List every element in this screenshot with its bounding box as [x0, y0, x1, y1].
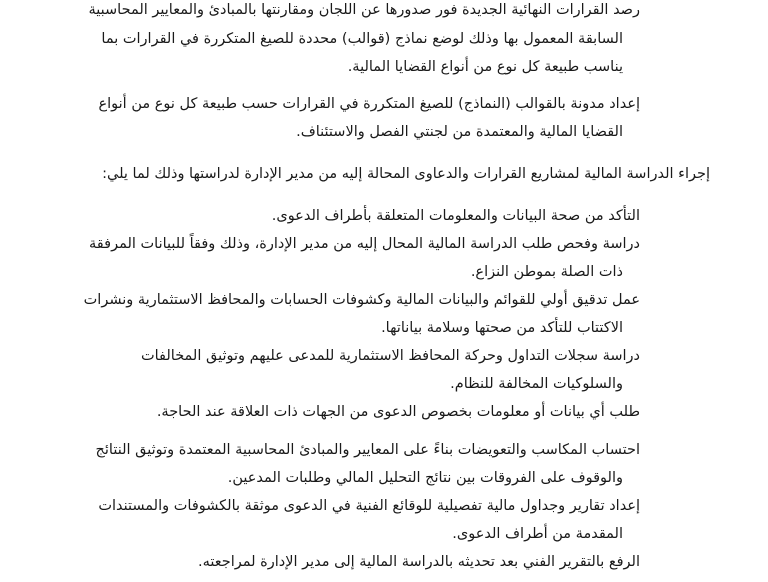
text-line: يناسب طبيعة كل نوع من أنواع القضايا المالية. — [347, 59, 623, 75]
list-item-continuation: ذات الصلة بموطن النزاع. — [470, 264, 623, 280]
text-line: إعداد مدونة بالقوالب (النماذج) للصيغ المتكررة في القرارات حسب طبيعة كل نوع من أنواع — [98, 96, 640, 112]
list-item-continuation: الاكتتاب للتأكد من صحتها وسلامة بياناتها. — [381, 320, 623, 336]
text-line: السابقة المعمول بها وذلك لوضع نماذج (قوالب) محددة للصيغ المتكررة في القرارات بما — [101, 31, 623, 47]
list-item-continuation: المقدمة من أطراف الدعوى. — [452, 526, 623, 542]
list-item: التأكد من صحة البيانات والمعلومات المتعلقة بأطراف الدعوى. — [271, 208, 640, 224]
list-item: عمل تدقيق أولي للقوائم والبيانات المالية وكشوفات الحسابات والمحافظ الاستثمارية ونشرات — [83, 292, 640, 308]
list-item: دراسة وفحص طلب الدراسة المالية المحال إليه من مدير الإدارة، وذلك وفقاً للبيانات المرفقة — [89, 236, 640, 252]
list-item: إعداد تقارير وجداول مالية تفصيلية للوقائع الفنية في الدعوى موثقة بالكشوفات والمستندات — [98, 498, 640, 514]
list-item-continuation: والوقوف على الفروقات بين نتائج التحليل المالي وطلبات المدعين. — [227, 470, 623, 486]
text-line: القضايا المالية والمعتمدة من لجنتي الفصل والاستئناف. — [296, 124, 623, 140]
list-item: احتساب المكاسب والتعويضات بناءً على المعايير والمبادئ المحاسبية المعتمدة وتوثيق النتائج — [95, 442, 640, 458]
list-item: دراسة سجلات التداول وحركة المحافظ الاستثمارية للمدعى عليهم وتوثيق المخالفات — [140, 348, 640, 364]
list-item-continuation: والسلوكيات المخالفة للنظام. — [450, 376, 623, 392]
section-heading: إجراء الدراسة المالية لمشاريع القرارات والدعاوى المحالة إليه من مدير الإدارة لدراستها وذلك لما يلي: — [102, 166, 710, 182]
list-item: الرفع بالتقرير الفني بعد تحديثه بالدراسة المالية إلى مدير الإدارة لمراجعته. — [197, 554, 640, 570]
list-item: طلب أي بيانات أو معلومات بخصوص الدعوى من الجهات ذات العلاقة عند الحاجة. — [156, 404, 640, 420]
text-line: رصد القرارات النهائية الجديدة فور صدورها عن اللجان ومقارنتها بالمبادئ والمعايير المحاسبية — [88, 2, 640, 18]
